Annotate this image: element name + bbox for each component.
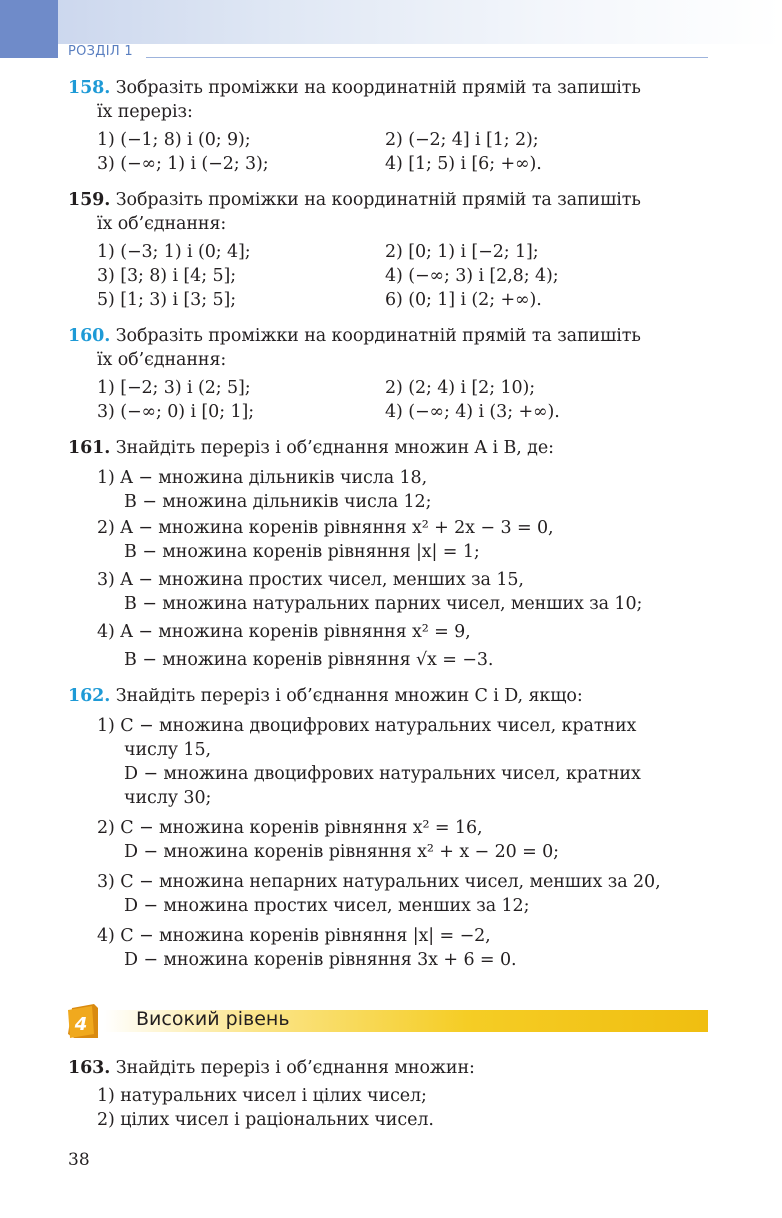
exercise-line: 4) C − множина коренів рівняння |x| = −2, — [97, 926, 491, 946]
list-item: 2) [0; 1) і [−2; 1]; — [385, 242, 539, 262]
exercise-line: B − множина натуральних парних чисел, менших за 10; — [124, 594, 643, 614]
exercise-number: 162. — [68, 686, 111, 706]
exercise-text-cont: їх переріз: — [97, 102, 193, 122]
level-badge-number: 4 — [74, 1014, 88, 1035]
exercise-line: числу 30; — [124, 788, 212, 808]
section-label: РОЗДІЛ 1 — [68, 44, 133, 59]
exercise-line: B − множина коренів рівняння √x = −3. — [124, 650, 494, 670]
exercise-text: Знайдіть переріз і об’єднання множин A і B, де: — [115, 438, 554, 458]
header-band — [0, 0, 782, 44]
list-item: 6) (0; 1] і (2; +∞). — [385, 290, 542, 310]
exercise-line: 1) C − множина двоцифрових натуральних чисел, кратних — [97, 716, 637, 736]
exercise-line: числу 15, — [124, 740, 211, 760]
list-item: 2) (−2; 4] і [1; 2); — [385, 130, 539, 150]
exercise-line: B − множина коренів рівняння |x| = 1; — [124, 542, 480, 562]
list-item: 1) (−1; 8) і (0; 9); — [97, 130, 251, 150]
exercise-162-statement — [68, 684, 583, 708]
exercise-number: 159. — [68, 190, 111, 210]
exercise-160-statement — [68, 324, 641, 348]
list-item: 3) (−∞; 1) і (−2; 3); — [97, 154, 269, 174]
list-item: 5) [1; 3) і [3; 5]; — [97, 290, 237, 310]
exercise-line: D − множина двоцифрових натуральних чисел, кратних — [124, 764, 641, 784]
exercise-line: B − множина дільників числа 12; — [124, 492, 432, 512]
list-item: 4) [1; 5) і [6; +∞). — [385, 154, 542, 174]
section-divider — [146, 57, 708, 58]
exercise-text: Зобразіть проміжки на координатній прямій та запишіть — [115, 190, 641, 210]
exercise-158-statement — [68, 76, 641, 100]
list-item: 2) цілих чисел і раціональних чисел. — [97, 1110, 434, 1130]
exercise-text-cont: їх об’єднання: — [97, 350, 227, 370]
exercise-number: 158. — [68, 78, 111, 98]
level-badge-icon — [68, 1004, 98, 1038]
exercise-line: 2) A − множина коренів рівняння x² + 2x − 3 = 0, — [97, 518, 554, 538]
exercise-number: 161. — [68, 438, 111, 458]
exercise-159-statement — [68, 188, 641, 212]
exercise-161-statement — [68, 436, 554, 460]
exercise-text: Знайдіть переріз і об’єднання множин: — [115, 1058, 475, 1078]
list-item: 3) [3; 8) і [4; 5]; — [97, 266, 237, 286]
exercise-text: Знайдіть переріз і об’єднання множин C і D, якщо: — [115, 686, 583, 706]
exercise-number: 160. — [68, 326, 111, 346]
exercise-line: D − множина коренів рівняння x² + x − 20 = 0; — [124, 842, 559, 862]
list-item: 2) (2; 4) і [2; 10); — [385, 378, 536, 398]
exercise-line: 3) A − множина простих чисел, менших за 15, — [97, 570, 524, 590]
exercise-line: 4) A − множина коренів рівняння x² = 9, — [97, 622, 471, 642]
exercise-line: D − множина коренів рівняння 3x + 6 = 0. — [124, 950, 517, 970]
chapter-corner-tab — [0, 0, 58, 58]
exercise-line: 2) C − множина коренів рівняння x² = 16, — [97, 818, 483, 838]
exercise-number: 163. — [68, 1058, 111, 1078]
level-title: Високий рівень — [136, 1008, 290, 1030]
exercise-line: D − множина простих чисел, менших за 12; — [124, 896, 530, 916]
list-item: 4) (−∞; 4) і (3; +∞). — [385, 402, 560, 422]
exercise-text: Зобразіть проміжки на координатній прямій та запишіть — [115, 78, 641, 98]
exercise-text-cont: їх об’єднання: — [97, 214, 227, 234]
exercise-163-statement — [68, 1056, 475, 1080]
list-item: 4) (−∞; 3) і [2,8; 4); — [385, 266, 559, 286]
list-item: 1) натуральних чисел і цілих чисел; — [97, 1086, 427, 1106]
page-number: 38 — [68, 1150, 90, 1170]
list-item: 1) [−2; 3) і (2; 5]; — [97, 378, 251, 398]
exercise-line: 1) A − множина дільників числа 18, — [97, 468, 428, 488]
list-item: 3) (−∞; 0) і [0; 1]; — [97, 402, 255, 422]
exercise-line: 3) C − множина непарних натуральних чисел, менших за 20, — [97, 872, 661, 892]
list-item: 1) (−3; 1) і (0; 4]; — [97, 242, 251, 262]
exercise-text: Зобразіть проміжки на координатній прямій та запишіть — [115, 326, 641, 346]
